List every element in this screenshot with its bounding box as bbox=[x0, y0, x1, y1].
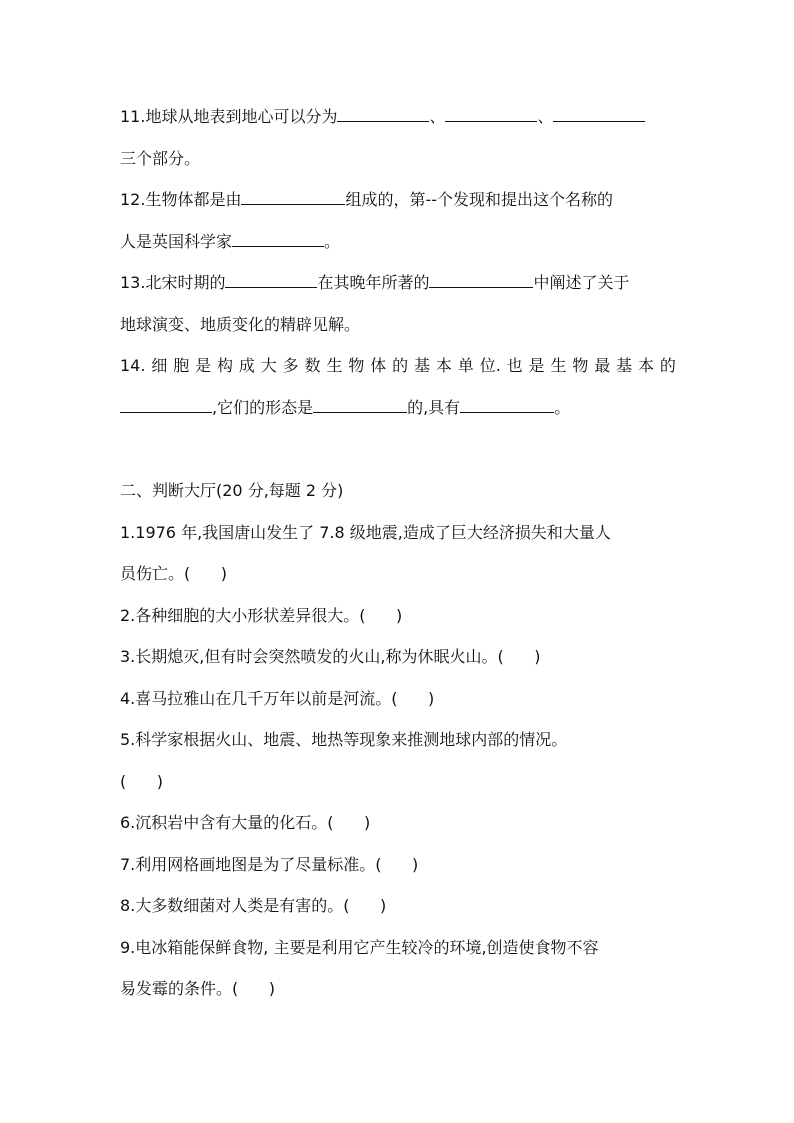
judge-question-5-line-2[interactable]: ( ) bbox=[120, 771, 163, 791]
judge-question-1-line-2[interactable]: 员伤亡。( ) bbox=[120, 564, 228, 583]
worksheet-page bbox=[120, 96, 676, 1010]
answer-blank[interactable] bbox=[429, 265, 533, 288]
question-14-char: 生 bbox=[550, 356, 567, 375]
question-14-char: 细 bbox=[151, 356, 168, 375]
question-text: 的,具有 bbox=[407, 397, 461, 417]
question-14-char: 的 bbox=[659, 356, 676, 375]
answer-blank[interactable] bbox=[225, 265, 317, 288]
question-text: ,它们的形态是 bbox=[212, 397, 314, 417]
judge-question-3[interactable]: 3.长期熄灭,但有时会突然喷发的火山,称为休眠火山。( ) bbox=[120, 647, 541, 666]
question-14-char: 构 bbox=[217, 356, 234, 375]
separator: 、 bbox=[429, 107, 446, 126]
question-14-char: 生 bbox=[326, 356, 343, 375]
question-11-line-1 bbox=[120, 96, 676, 138]
question-14-char: 数 bbox=[304, 356, 321, 375]
question-14-char: 体 bbox=[370, 356, 387, 375]
question-14-line-1 bbox=[120, 345, 676, 387]
judge-question-1-line-1: 1.1976 年,我国唐山发生了 7.8 级地震,造成了巨大经济损失和大量人 bbox=[120, 522, 611, 542]
question-14-char: 是 bbox=[528, 356, 545, 375]
judge-question-8[interactable]: 8.大多数细菌对人类是有害的。( ) bbox=[120, 896, 387, 915]
question-14-char: 本 bbox=[435, 356, 452, 375]
question-14-char: 本 bbox=[638, 356, 655, 375]
answer-blank[interactable] bbox=[232, 224, 324, 247]
separator: 、 bbox=[537, 107, 554, 126]
question-14-char: 物 bbox=[348, 356, 365, 375]
question-14-char: 成 bbox=[238, 356, 255, 375]
question-text: 。 bbox=[554, 397, 571, 417]
question-14-char: 多 bbox=[282, 356, 299, 375]
answer-blank[interactable] bbox=[337, 99, 429, 122]
question-13-line-2: 地球演变、地质变化的精辟见解。 bbox=[120, 314, 361, 334]
question-14-char: 大 bbox=[260, 356, 277, 375]
question-14-char: 是 bbox=[195, 356, 212, 375]
answer-blank[interactable] bbox=[120, 390, 212, 413]
question-14-char: 位. bbox=[479, 356, 501, 375]
question-14-char: 胞 bbox=[173, 356, 190, 375]
question-text: 在其晚年所著的 bbox=[317, 273, 430, 292]
judge-question-2[interactable]: 2.各种细胞的大小形状差异很大。( ) bbox=[120, 605, 403, 625]
question-text: 组成的，第--个发现和提出这个名称的 bbox=[345, 190, 614, 209]
question-12-line-1 bbox=[120, 179, 676, 221]
question-14-char: 的 bbox=[392, 356, 409, 375]
question-14-char: 也 bbox=[506, 356, 523, 375]
question-text: 11.地球从地表到地心可以分为 bbox=[120, 107, 338, 126]
section-2-title: 二、判断大厅(20 分,每题 2 分) bbox=[120, 481, 344, 500]
question-text: 人是英国科学家 bbox=[120, 231, 233, 251]
judge-question-9-line-2[interactable]: 易发霉的条件。( ) bbox=[120, 979, 276, 998]
question-14-char: 14. bbox=[120, 356, 146, 375]
answer-blank[interactable] bbox=[460, 390, 554, 413]
question-14-char: 基 bbox=[616, 356, 633, 375]
answer-blank[interactable] bbox=[445, 99, 537, 122]
question-text: 。 bbox=[324, 231, 341, 251]
answer-blank[interactable] bbox=[553, 99, 645, 122]
judge-question-5-line-1: 5.科学家根据火山、地震、地热等现象来推测地球内部的情况。 bbox=[120, 730, 568, 749]
judge-question-4[interactable]: 4.喜马拉雅山在几千万年以前是河流。( ) bbox=[120, 688, 435, 708]
answer-blank[interactable] bbox=[313, 390, 407, 413]
judge-question-7[interactable]: 7.利用网格画地图是为了尽量标准。( ) bbox=[120, 854, 419, 874]
question-12-line-2 bbox=[120, 221, 676, 263]
question-text: 中阐述了关于 bbox=[533, 273, 630, 292]
section-spacer bbox=[120, 428, 676, 470]
question-text: 13.北宋时期的 bbox=[120, 273, 226, 292]
question-13-line-1 bbox=[120, 262, 676, 304]
question-14-char: 最 bbox=[594, 356, 611, 375]
judge-question-6[interactable]: 6.沉积岩中含有大量的化石。( ) bbox=[120, 813, 371, 832]
question-14-char: 基 bbox=[414, 356, 431, 375]
question-11-line-2: 三个部分。 bbox=[120, 148, 201, 168]
answer-blank[interactable] bbox=[241, 182, 345, 205]
question-14-line-2 bbox=[120, 387, 676, 429]
judge-question-9-line-1: 9.电冰箱能保鲜食物, 主要是利用它产生较冷的环境,创造使食物不容 bbox=[120, 937, 599, 957]
question-14-char: 物 bbox=[572, 356, 589, 375]
question-14-char: 单 bbox=[457, 356, 474, 375]
question-text: 12.生物体都是由 bbox=[120, 190, 242, 209]
